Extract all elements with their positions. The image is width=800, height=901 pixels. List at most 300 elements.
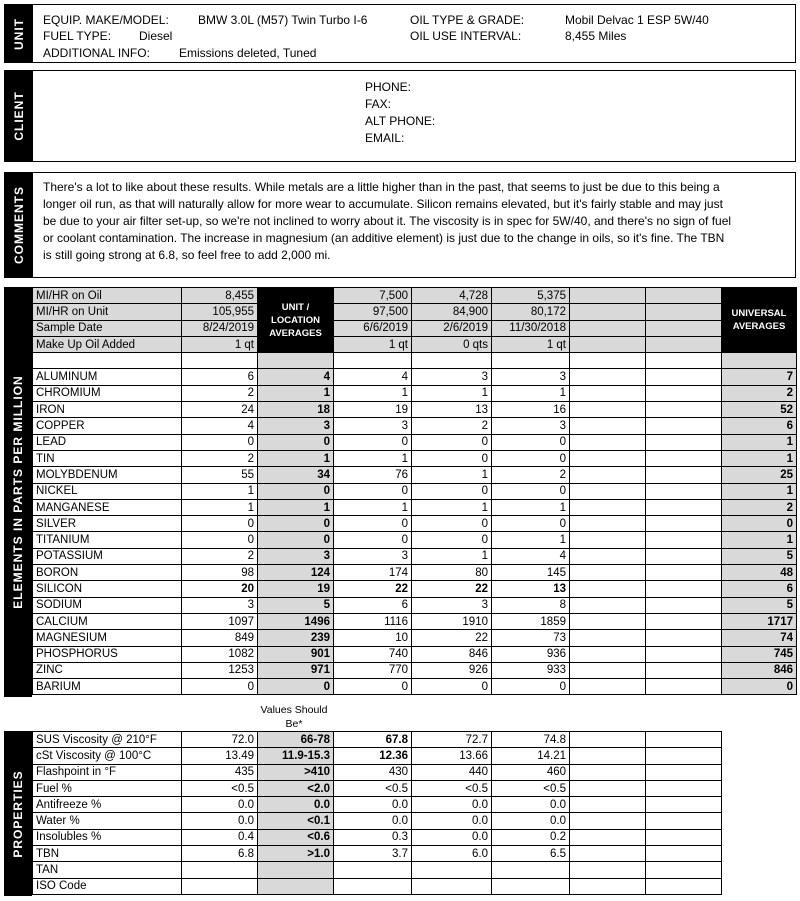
current-sample-value: 1 qt bbox=[182, 336, 258, 352]
comments-side-label: COMMENTS bbox=[5, 173, 33, 277]
spec-value: 66-78 bbox=[258, 732, 334, 748]
sample-2-value: 2/6/2019 bbox=[412, 320, 492, 336]
phone-label: PHONE: bbox=[365, 80, 412, 94]
element-row bbox=[33, 516, 797, 532]
property-name: Flashpoint in °F bbox=[33, 764, 182, 780]
sample-3-value: 74.8 bbox=[492, 732, 570, 748]
comments-text: There's a lot to like about these results. While metals are a little higher than in the past, that seems to just be due to this being a longer oil run, as that will naturally allow for more wear to accumulate. Silicon remains elevated, but it's fairly stable and may just be due to your air filter set-up, so we're not inclined to worry about it. The viscosity is in spec for 5W/40, and there's no sign of fuel or coolant contamination. The increase in magnesium (an additive element) is just due to the change in oils, so it's fine. The TBN is still going strong at 6.8, so feel free to add 2,000 mi. bbox=[43, 180, 732, 262]
current-sample-value: 8/24/2019 bbox=[182, 320, 258, 336]
sample-2-value: 440 bbox=[412, 764, 492, 780]
unit-average-value: 1 bbox=[258, 499, 334, 515]
current-value: 20 bbox=[182, 581, 258, 597]
current-value: 1 bbox=[182, 483, 258, 499]
unit-average-value: 0 bbox=[258, 532, 334, 548]
current-value: 55 bbox=[182, 467, 258, 483]
universal-average-value: 25 bbox=[722, 467, 797, 483]
sample-3-value: 0 bbox=[492, 679, 570, 695]
oil-value: Mobil Delvac 1 ESP 5W/40 bbox=[565, 13, 709, 27]
current-value: 1 bbox=[182, 499, 258, 515]
sample-3-value: 11/30/2018 bbox=[492, 320, 570, 336]
element-name: IRON bbox=[33, 402, 182, 418]
empty-cell bbox=[646, 662, 722, 678]
empty-cell bbox=[570, 630, 646, 646]
universal-average-value: 6 bbox=[722, 581, 797, 597]
empty-cell bbox=[646, 434, 722, 450]
empty-cell bbox=[646, 846, 722, 862]
element-name: SILVER bbox=[33, 516, 182, 532]
unit-average-value: 34 bbox=[258, 467, 334, 483]
sample-2-value: 1 bbox=[412, 548, 492, 564]
unit-average-value: 1496 bbox=[258, 613, 334, 629]
empty-cell bbox=[646, 764, 722, 780]
sample-1-value: 0 bbox=[334, 532, 412, 548]
empty-cell bbox=[646, 369, 722, 385]
universal-average-value: 1717 bbox=[722, 613, 797, 629]
universal-averages-header: UNIVERSAL AVERAGES bbox=[722, 288, 797, 353]
element-name: MAGNESIUM bbox=[33, 630, 182, 646]
universal-average-value: 2 bbox=[722, 385, 797, 401]
sample-2-value: 0 bbox=[412, 679, 492, 695]
empty-cell bbox=[570, 565, 646, 581]
empty-cell bbox=[646, 862, 722, 878]
fax-label: FAX: bbox=[365, 97, 392, 111]
empty-cell bbox=[646, 829, 722, 845]
empty-sample-cell bbox=[570, 304, 646, 320]
sample-2-value: 0 bbox=[412, 434, 492, 450]
element-row bbox=[33, 630, 797, 646]
sample-3-value: 1 bbox=[492, 385, 570, 401]
element-name: POTASSIUM bbox=[33, 548, 182, 564]
universal-average-value: 52 bbox=[722, 402, 797, 418]
sample-1-value: 1 bbox=[334, 499, 412, 515]
fuel-value: Diesel bbox=[139, 29, 173, 43]
empty-cell bbox=[646, 646, 722, 662]
spacer-cell bbox=[570, 353, 646, 369]
element-name: BARIUM bbox=[33, 679, 182, 695]
empty-cell bbox=[570, 548, 646, 564]
elements-section bbox=[4, 287, 796, 697]
current-value: 0.4 bbox=[182, 829, 258, 845]
property-row bbox=[33, 829, 722, 845]
sample-2-value: 0 qts bbox=[412, 336, 492, 352]
universal-average-value: 6 bbox=[722, 418, 797, 434]
sample-1-value: 6 bbox=[334, 597, 412, 613]
empty-cell bbox=[646, 878, 722, 894]
empty-cell bbox=[646, 581, 722, 597]
empty-cell bbox=[646, 450, 722, 466]
current-value: 13.49 bbox=[182, 748, 258, 764]
sample-1-value: 1 bbox=[334, 450, 412, 466]
unit-average-value: 0 bbox=[258, 434, 334, 450]
sample-1-value: 0.0 bbox=[334, 813, 412, 829]
universal-average-value: 1 bbox=[722, 434, 797, 450]
empty-cell bbox=[570, 402, 646, 418]
current-value: 2 bbox=[182, 548, 258, 564]
empty-cell bbox=[646, 732, 722, 748]
sample-1-value: 1116 bbox=[334, 613, 412, 629]
element-row bbox=[33, 402, 797, 418]
current-value bbox=[182, 878, 258, 894]
sample-1-value: 740 bbox=[334, 646, 412, 662]
unit-average-value: 19 bbox=[258, 581, 334, 597]
empty-sample-cell bbox=[646, 288, 722, 304]
element-row bbox=[33, 418, 797, 434]
sample-2-value: 3 bbox=[412, 369, 492, 385]
property-row bbox=[33, 813, 722, 829]
values-should-be-header: Values Should Be* bbox=[260, 704, 328, 730]
empty-cell bbox=[570, 516, 646, 532]
universal-average-value: 0 bbox=[722, 516, 797, 532]
unit-average-value: 3 bbox=[258, 418, 334, 434]
empty-cell bbox=[570, 797, 646, 813]
sample-2-value: 0.0 bbox=[412, 813, 492, 829]
unit-average-value: 124 bbox=[258, 565, 334, 581]
sample-1-value: 6/6/2019 bbox=[334, 320, 412, 336]
unit-average-value: 0 bbox=[258, 516, 334, 532]
empty-cell bbox=[646, 467, 722, 483]
spec-value: <0.6 bbox=[258, 829, 334, 845]
element-row bbox=[33, 369, 797, 385]
current-value: 98 bbox=[182, 565, 258, 581]
empty-cell bbox=[646, 385, 722, 401]
sample-3-value: 1 qt bbox=[492, 336, 570, 352]
current-value: 849 bbox=[182, 630, 258, 646]
unit-average-value: 901 bbox=[258, 646, 334, 662]
unit-average-value: 0 bbox=[258, 483, 334, 499]
empty-cell bbox=[570, 483, 646, 499]
property-row bbox=[33, 862, 722, 878]
spec-value: 0.0 bbox=[258, 797, 334, 813]
element-row bbox=[33, 597, 797, 613]
empty-cell bbox=[646, 402, 722, 418]
sample-3-value bbox=[492, 878, 570, 894]
sample-2-value: 4,728 bbox=[412, 288, 492, 304]
spacer-cell bbox=[334, 353, 412, 369]
empty-sample-cell bbox=[646, 320, 722, 336]
sample-3-value: 0.0 bbox=[492, 797, 570, 813]
element-name: NICKEL bbox=[33, 483, 182, 499]
element-row bbox=[33, 385, 797, 401]
spec-value: >410 bbox=[258, 764, 334, 780]
sample-2-value: 0 bbox=[412, 483, 492, 499]
spacer-cell bbox=[258, 353, 334, 369]
sample-2-value: 0 bbox=[412, 532, 492, 548]
empty-cell bbox=[570, 846, 646, 862]
property-row bbox=[33, 764, 722, 780]
universal-average-value: 1 bbox=[722, 450, 797, 466]
current-value: <0.5 bbox=[182, 780, 258, 796]
unit-average-value: 3 bbox=[258, 548, 334, 564]
sample-2-value: 1910 bbox=[412, 613, 492, 629]
sample-3-value: 3 bbox=[492, 418, 570, 434]
sample-1-value: 4 bbox=[334, 369, 412, 385]
sample-2-value: 6.0 bbox=[412, 846, 492, 862]
sample-1-value: 12.36 bbox=[334, 748, 412, 764]
current-sample-value: 105,955 bbox=[182, 304, 258, 320]
sample-3-value: 933 bbox=[492, 662, 570, 678]
sample-3-value: 145 bbox=[492, 565, 570, 581]
spec-value bbox=[258, 862, 334, 878]
sample-info-row bbox=[33, 288, 797, 304]
current-value: 1082 bbox=[182, 646, 258, 662]
property-name: cSt Viscosity @ 100°C bbox=[33, 748, 182, 764]
current-value: 2 bbox=[182, 385, 258, 401]
current-value: 0 bbox=[182, 679, 258, 695]
empty-cell bbox=[570, 780, 646, 796]
sample-1-value: 3.7 bbox=[334, 846, 412, 862]
info-label: ADDITIONAL INFO: bbox=[43, 46, 150, 60]
empty-cell bbox=[570, 646, 646, 662]
sample-2-value: 22 bbox=[412, 581, 492, 597]
empty-cell bbox=[570, 613, 646, 629]
empty-cell bbox=[570, 434, 646, 450]
empty-cell bbox=[646, 813, 722, 829]
universal-average-value: 1 bbox=[722, 532, 797, 548]
current-value: 6 bbox=[182, 369, 258, 385]
current-sample-value: 8,455 bbox=[182, 288, 258, 304]
property-row bbox=[33, 846, 722, 862]
current-value: 0.0 bbox=[182, 813, 258, 829]
empty-cell bbox=[646, 565, 722, 581]
sample-1-value bbox=[334, 862, 412, 878]
empty-cell bbox=[570, 467, 646, 483]
element-name: SILICON bbox=[33, 581, 182, 597]
empty-cell bbox=[570, 597, 646, 613]
empty-cell bbox=[570, 532, 646, 548]
unit-average-value: 18 bbox=[258, 402, 334, 418]
client-side-label: CLIENT bbox=[5, 71, 33, 161]
sample-3-value: 4 bbox=[492, 548, 570, 564]
property-name: Insolubles % bbox=[33, 829, 182, 845]
sample-1-value: 0.0 bbox=[334, 797, 412, 813]
sample-1-value: 76 bbox=[334, 467, 412, 483]
sample-3-value: 0.2 bbox=[492, 829, 570, 845]
empty-cell bbox=[646, 499, 722, 515]
sample-1-value: 67.8 bbox=[334, 732, 412, 748]
current-value: 6.8 bbox=[182, 846, 258, 862]
sample-3-value: 80,172 bbox=[492, 304, 570, 320]
element-name: TIN bbox=[33, 450, 182, 466]
sample-2-value bbox=[412, 862, 492, 878]
sample-3-value: 1 bbox=[492, 532, 570, 548]
universal-average-value: 1 bbox=[722, 483, 797, 499]
universal-average-value: 5 bbox=[722, 597, 797, 613]
empty-sample-cell bbox=[646, 304, 722, 320]
comments-section bbox=[4, 172, 796, 278]
sample-1-value: 174 bbox=[334, 565, 412, 581]
element-name: LEAD bbox=[33, 434, 182, 450]
sample-1-value: 3 bbox=[334, 418, 412, 434]
sample-1-value: 10 bbox=[334, 630, 412, 646]
sample-3-value: 8 bbox=[492, 597, 570, 613]
sample-1-value: 0 bbox=[334, 516, 412, 532]
sample-info-label: MI/HR on Unit bbox=[33, 304, 182, 320]
interval-value: 8,455 Miles bbox=[565, 29, 627, 43]
spacer-row bbox=[33, 353, 797, 369]
current-value: 3 bbox=[182, 597, 258, 613]
empty-cell bbox=[570, 369, 646, 385]
unit-average-value: 1 bbox=[258, 450, 334, 466]
element-name: CHROMIUM bbox=[33, 385, 182, 401]
spacer-cell bbox=[182, 353, 258, 369]
property-row bbox=[33, 797, 722, 813]
element-row bbox=[33, 581, 797, 597]
sample-3-value: 0 bbox=[492, 516, 570, 532]
make-label: EQUIP. MAKE/MODEL: bbox=[43, 13, 169, 27]
unit-section bbox=[4, 4, 796, 63]
element-row bbox=[33, 613, 797, 629]
sample-3-value: 2 bbox=[492, 467, 570, 483]
universal-average-value: 0 bbox=[722, 679, 797, 695]
sample-2-value: 1 bbox=[412, 467, 492, 483]
empty-sample-cell bbox=[646, 336, 722, 352]
empty-sample-cell bbox=[570, 320, 646, 336]
current-value: 2 bbox=[182, 450, 258, 466]
property-name: Water % bbox=[33, 813, 182, 829]
sample-2-value: 72.7 bbox=[412, 732, 492, 748]
sample-2-value: 84,900 bbox=[412, 304, 492, 320]
sample-3-value: 13 bbox=[492, 581, 570, 597]
element-name: PHOSPHORUS bbox=[33, 646, 182, 662]
element-row bbox=[33, 450, 797, 466]
property-row bbox=[33, 878, 722, 894]
sample-3-value: 460 bbox=[492, 764, 570, 780]
sample-2-value: 80 bbox=[412, 565, 492, 581]
element-name: MANGANESE bbox=[33, 499, 182, 515]
element-row bbox=[33, 434, 797, 450]
spacer-cell bbox=[492, 353, 570, 369]
sample-1-value: 0 bbox=[334, 679, 412, 695]
element-row bbox=[33, 467, 797, 483]
sample-1-value: 19 bbox=[334, 402, 412, 418]
current-value: 0.0 bbox=[182, 797, 258, 813]
element-row bbox=[33, 646, 797, 662]
current-value: 0 bbox=[182, 516, 258, 532]
empty-cell bbox=[646, 597, 722, 613]
empty-cell bbox=[646, 780, 722, 796]
spacer-cell bbox=[33, 353, 182, 369]
sample-2-value: 2 bbox=[412, 418, 492, 434]
element-name: ALUMINUM bbox=[33, 369, 182, 385]
empty-cell bbox=[570, 581, 646, 597]
spacer-cell bbox=[646, 353, 722, 369]
sample-1-value: 3 bbox=[334, 548, 412, 564]
property-row bbox=[33, 732, 722, 748]
unit-averages-header: UNIT / LOCATION AVERAGES bbox=[258, 288, 334, 353]
empty-cell bbox=[570, 862, 646, 878]
sample-3-value: 5,375 bbox=[492, 288, 570, 304]
alt-phone-label: ALT PHONE: bbox=[365, 114, 436, 128]
sample-3-value: 6.5 bbox=[492, 846, 570, 862]
sample-2-value: 926 bbox=[412, 662, 492, 678]
sample-1-value: 97,500 bbox=[334, 304, 412, 320]
sample-1-value: 7,500 bbox=[334, 288, 412, 304]
sample-3-value: 0.0 bbox=[492, 813, 570, 829]
empty-cell bbox=[646, 613, 722, 629]
info-value: Emissions deleted, Tuned bbox=[179, 46, 317, 60]
property-name: TBN bbox=[33, 846, 182, 862]
properties-side-label: PROPERTIES bbox=[4, 731, 32, 896]
properties-section bbox=[4, 731, 796, 896]
unit-side-label: UNIT bbox=[5, 5, 33, 62]
sample-2-value: <0.5 bbox=[412, 780, 492, 796]
sample-1-value: 430 bbox=[334, 764, 412, 780]
sample-3-value: <0.5 bbox=[492, 780, 570, 796]
empty-cell bbox=[570, 748, 646, 764]
property-name: ISO Code bbox=[33, 878, 182, 894]
property-name: SUS Viscosity @ 210°F bbox=[33, 732, 182, 748]
empty-cell bbox=[646, 548, 722, 564]
sample-info-row bbox=[33, 304, 797, 320]
oil-label: OIL TYPE & GRADE: bbox=[410, 13, 525, 27]
sample-3-value: 3 bbox=[492, 369, 570, 385]
sample-info-label: Sample Date bbox=[33, 320, 182, 336]
empty-cell bbox=[570, 732, 646, 748]
universal-average-value: 745 bbox=[722, 646, 797, 662]
email-label: EMAIL: bbox=[365, 131, 405, 145]
property-row bbox=[33, 748, 722, 764]
current-value: 72.0 bbox=[182, 732, 258, 748]
property-name: Antifreeze % bbox=[33, 797, 182, 813]
unit-average-value: 239 bbox=[258, 630, 334, 646]
current-value: 4 bbox=[182, 418, 258, 434]
empty-cell bbox=[570, 679, 646, 695]
sample-3-value: 14.21 bbox=[492, 748, 570, 764]
spec-value bbox=[258, 878, 334, 894]
current-value: 1097 bbox=[182, 613, 258, 629]
current-value: 1253 bbox=[182, 662, 258, 678]
element-name: MOLYBDENUM bbox=[33, 467, 182, 483]
sample-2-value: 0 bbox=[412, 450, 492, 466]
spacer-cell bbox=[412, 353, 492, 369]
universal-average-value: 2 bbox=[722, 499, 797, 515]
property-name: TAN bbox=[33, 862, 182, 878]
sample-info-label: Make Up Oil Added bbox=[33, 336, 182, 352]
empty-cell bbox=[646, 418, 722, 434]
empty-cell bbox=[570, 450, 646, 466]
sample-1-value bbox=[334, 878, 412, 894]
universal-average-value: 5 bbox=[722, 548, 797, 564]
unit-average-value: 4 bbox=[258, 369, 334, 385]
sample-1-value: 0 bbox=[334, 483, 412, 499]
element-row bbox=[33, 499, 797, 515]
sample-3-value: 73 bbox=[492, 630, 570, 646]
property-name: Fuel % bbox=[33, 780, 182, 796]
element-name: ZINC bbox=[33, 662, 182, 678]
sample-1-value: 22 bbox=[334, 581, 412, 597]
current-value: 24 bbox=[182, 402, 258, 418]
empty-cell bbox=[570, 385, 646, 401]
unit-average-value: 1 bbox=[258, 385, 334, 401]
element-row bbox=[33, 662, 797, 678]
empty-cell bbox=[570, 878, 646, 894]
property-row bbox=[33, 780, 722, 796]
element-row bbox=[33, 565, 797, 581]
sample-2-value: 0.0 bbox=[412, 829, 492, 845]
sample-2-value: 0 bbox=[412, 516, 492, 532]
empty-cell bbox=[570, 499, 646, 515]
sample-1-value: 1 qt bbox=[334, 336, 412, 352]
element-name: SODIUM bbox=[33, 597, 182, 613]
element-name: COPPER bbox=[33, 418, 182, 434]
elements-table bbox=[32, 287, 797, 695]
interval-label: OIL USE INTERVAL: bbox=[410, 29, 522, 43]
spec-value: >1.0 bbox=[258, 846, 334, 862]
current-value bbox=[182, 862, 258, 878]
sample-2-value bbox=[412, 878, 492, 894]
sample-info-label: MI/HR on Oil bbox=[33, 288, 182, 304]
fuel-label: FUEL TYPE: bbox=[43, 29, 112, 43]
